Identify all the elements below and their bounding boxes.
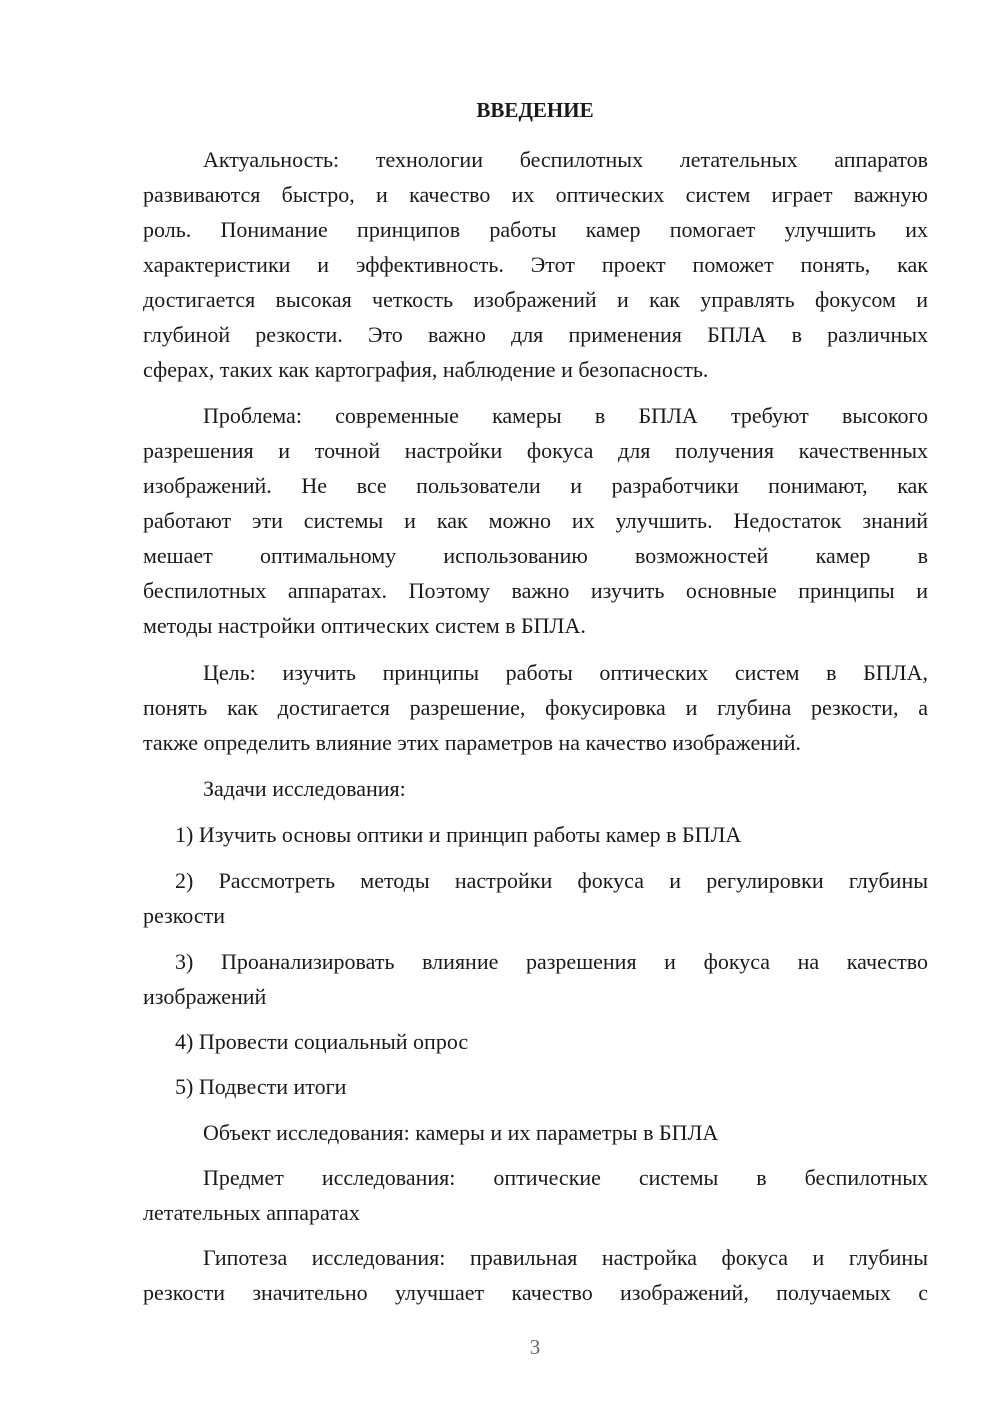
- text-line: Актуальность: технологии беспилотных летательных аппаратов: [203, 147, 928, 172]
- text-line: развиваются быстро, и качество их оптических систем играет важную: [143, 182, 928, 207]
- text-line: Гипотеза исследования: правильная настройка фокуса и глубины: [203, 1245, 928, 1270]
- text-line: Объект исследования: камеры и их параметры в БПЛА: [203, 1120, 719, 1145]
- text-line: достигается высокая четкость изображений и как управлять фокусом и: [143, 287, 928, 312]
- text-line: понять как достигается разрешение, фокусировка и глубина резкости, а: [143, 695, 928, 720]
- paragraph: [143, 771, 928, 806]
- text-line: резкости значительно улучшает качество изображений, получаемых с: [143, 1280, 928, 1305]
- text-line: глубиной резкости. Это важно для применения БПЛА в различных: [143, 322, 928, 347]
- text-line: разрешения и точной настройки фокуса для получения качественных: [143, 438, 928, 463]
- text-line: беспилотных аппаратах. Поэтому важно изучить основные принципы и: [143, 578, 928, 603]
- text-line: 4) Провести социальный опрос: [175, 1029, 469, 1054]
- text-line: методы настройки оптических систем в БПЛА.: [143, 613, 586, 638]
- text-line: летательных аппаратах: [143, 1200, 360, 1225]
- paragraph: [143, 655, 928, 760]
- page-number: 3: [529, 1335, 541, 1359]
- text-line: характеристики и эффективность. Этот проект поможет понять, как: [143, 252, 928, 277]
- text-line: Цель: изучить принципы работы оптических систем в БПЛА,: [203, 660, 928, 685]
- text-line: резкости: [143, 903, 225, 928]
- list-item: [143, 944, 928, 1014]
- list-item: [143, 1024, 928, 1059]
- paragraph: [143, 398, 928, 643]
- paragraph: [143, 1240, 928, 1310]
- text-line: изображений: [143, 984, 267, 1009]
- text-line: мешает оптимальному использованию возможностей камер в: [143, 543, 928, 568]
- text-line: работают эти системы и как можно их улучшить. Недостаток знаний: [143, 508, 928, 533]
- text-line: 5) Подвести итоги: [175, 1074, 347, 1099]
- list-item: [143, 817, 928, 852]
- text-line: также определить влияние этих параметров на качество изображений.: [143, 730, 802, 755]
- paragraph: [143, 1115, 928, 1150]
- text-line: 1) Изучить основы оптики и принцип работы камер в БПЛА: [175, 822, 742, 847]
- text-line: роль. Понимание принципов работы камер помогает улучшить их: [143, 217, 928, 242]
- text-line: Предмет исследования: оптические системы в беспилотных: [203, 1165, 928, 1190]
- text-line: Проблема: современные камеры в БПЛА требуют высокого: [203, 403, 928, 428]
- paragraph: [143, 142, 928, 387]
- text-line: 3) Проанализировать влияние разрешения и фокуса на качество: [175, 949, 928, 974]
- list-item: [143, 863, 928, 933]
- section-heading: ВВЕДЕНИЕ: [476, 98, 594, 122]
- paragraph: [143, 1160, 928, 1230]
- text-line: Задачи исследования:: [203, 776, 406, 801]
- text-line: сферах, таких как картография, наблюдение и безопасность.: [143, 357, 709, 382]
- text-line: изображений. Не все пользователи и разработчики понимают, как: [143, 473, 928, 498]
- list-item: [143, 1069, 928, 1104]
- text-line: 2) Рассмотреть методы настройки фокуса и регулировки глубины: [175, 868, 928, 893]
